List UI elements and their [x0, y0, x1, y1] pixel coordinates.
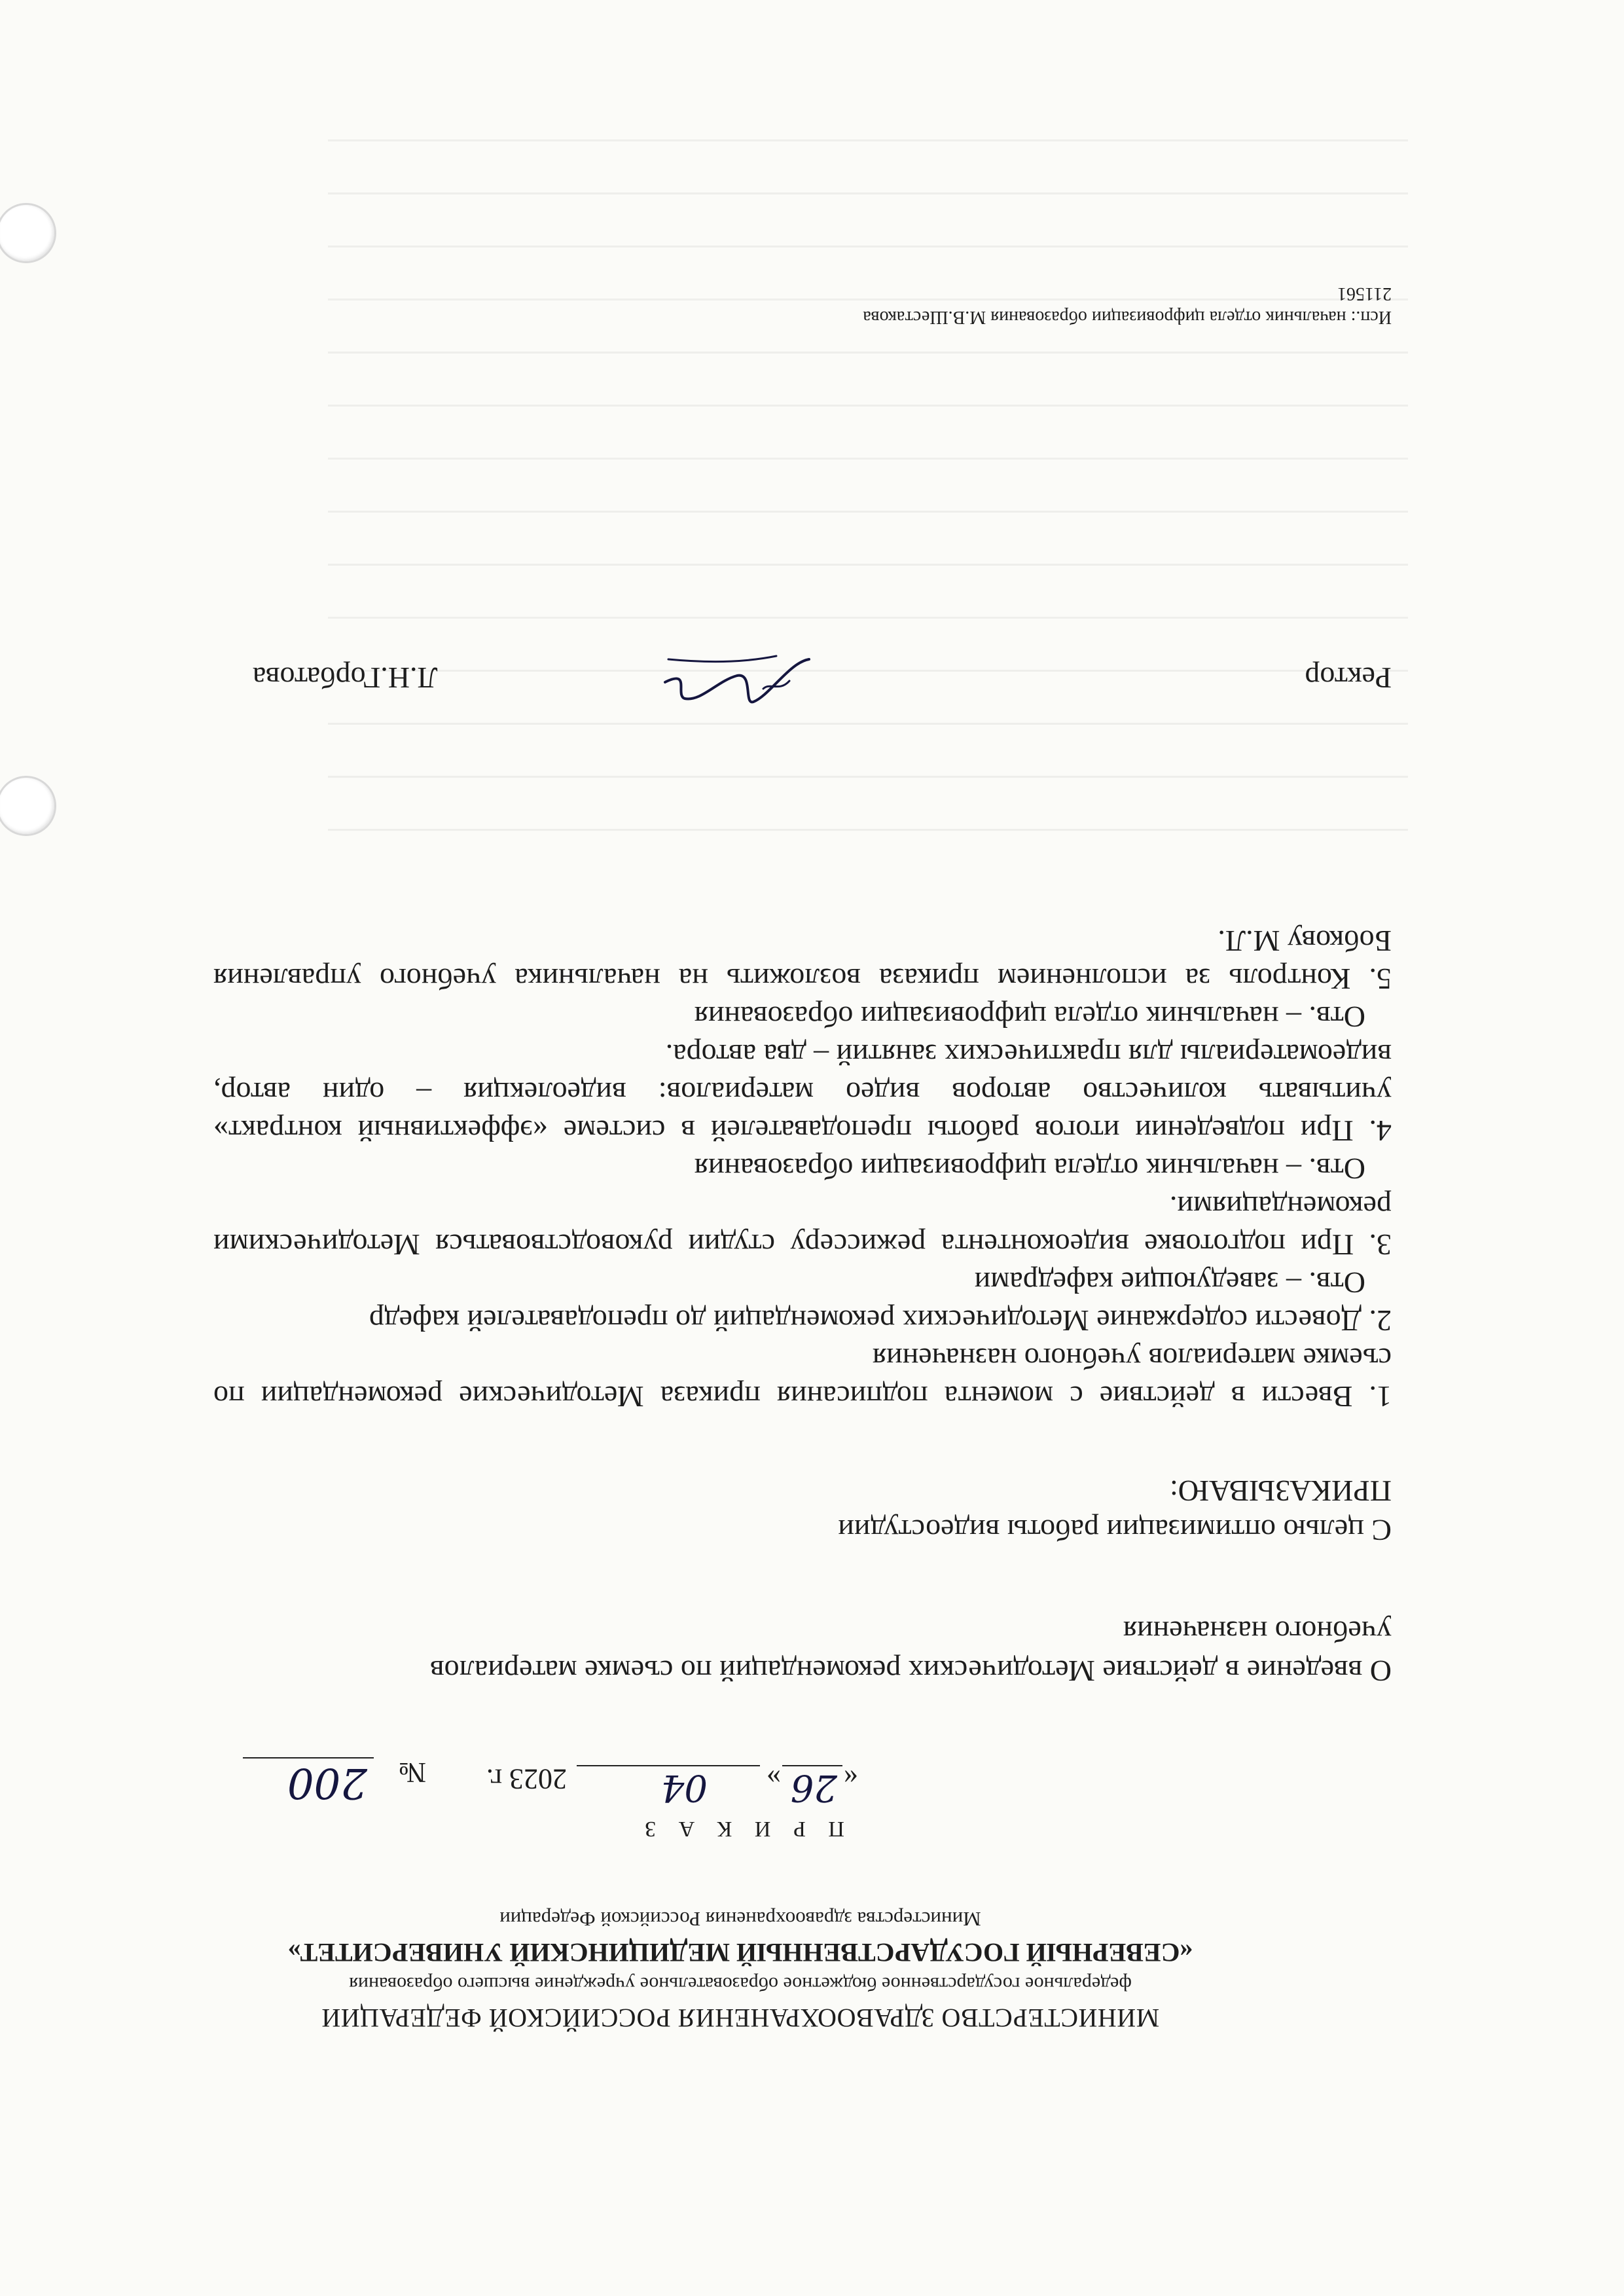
order-item-2: 2. Довести содержание Методических рекомендаций до преподавателей кафедр	[369, 1304, 1392, 1338]
show-through-table	[328, 103, 1408, 856]
order-item-4: 4. При подведении итогов работы преподавателей в системе «эффективный контракт» учитывать количество авторов видео материалов: видеолекция – один автор, видеоматериалы для практических занятий – два автора.	[213, 1038, 1392, 1148]
order-title: П Р И К А З	[636, 1817, 844, 1841]
punch-hole-bottom	[0, 203, 56, 263]
order-number-value: 200	[287, 1758, 367, 1807]
responsible-line: Отв. – начальник отдела цифровизации образования	[694, 1000, 1365, 1034]
order-items	[213, 922, 1392, 1415]
institution-type: федеральное государственное бюджетное образовательное учреждение высшего образования	[349, 1973, 1132, 1995]
university-name: «СЕВЕРНЫЙ ГОСУДАРСТВЕННЫЙ МЕДИЦИНСКИЙ УНИВЕРСИТЕТ»	[287, 1938, 1193, 1967]
signature-block	[253, 636, 1392, 721]
order-number	[230, 1756, 426, 1808]
executor-name: Исп.: начальник отдела цифровизации образования М.В.Шестакова	[863, 307, 1392, 327]
order-item-3: 3. При подготовке видеоконтента режиссеру студии руководствоваться Методическими рекомендациями.	[213, 1190, 1392, 1262]
subject-line-1: О введение в действие Методических рекомендаций по съемке материалов	[429, 1654, 1392, 1688]
executor-phone: 211561	[1337, 283, 1392, 304]
date-month: 04	[660, 1766, 708, 1809]
order-item-5: 5. Контроль за исполнением приказа возложить на начальника учебного управления Бобкову М.Л.	[213, 924, 1392, 996]
punch-hole-top	[0, 776, 56, 836]
order-item-1: 1. Ввести в действие с момента подписания приказа Методические рекомендации по съемке материалов учебного назначения	[213, 1342, 1392, 1413]
date-quote-close: »	[767, 1763, 781, 1795]
ministry-subheading: Министерства здравоохранения Российской Федерации	[499, 1908, 981, 1931]
order-command: ПРИКАЗЫВАЮ:	[1169, 1474, 1392, 1508]
order-preamble	[213, 1471, 1392, 1550]
responsible-line: Отв. – начальник отдела цифровизации образования	[694, 1152, 1365, 1186]
order-subject	[279, 1612, 1392, 1690]
subject-line-2: учебного назначения	[1123, 1615, 1392, 1649]
date-quote-open: «	[844, 1763, 858, 1795]
signatory-name: Л.Н.Горбатова	[253, 661, 438, 695]
date-day: 26	[790, 1766, 837, 1809]
signatory-position: Ректор	[1305, 661, 1392, 695]
handwritten-signature	[659, 636, 816, 721]
preamble-text: С целью оптимизации работы видеостудии	[838, 1514, 1392, 1547]
ministry-heading: МИНИСТЕРСТВО ЗДРАВООХРАНЕНИЯ РОССИЙСКОЙ ФЕДЕРАЦИИ	[321, 2003, 1160, 2033]
date-year: 2023 г.	[486, 1763, 567, 1795]
responsible-line: Отв. – заведующие кафедрами	[974, 1266, 1365, 1300]
executor-note	[410, 282, 1392, 329]
number-sign: №	[399, 1757, 426, 1789]
